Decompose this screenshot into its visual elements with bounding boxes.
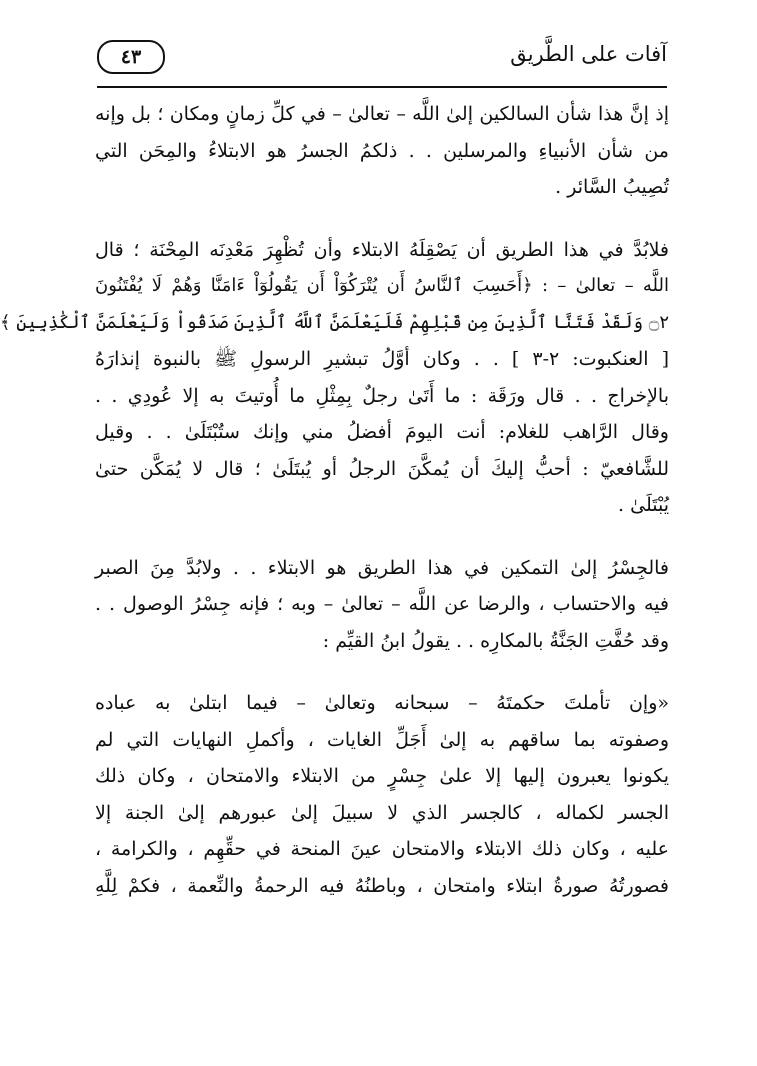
page-number: ٤٣ xyxy=(120,46,142,68)
text-line: وقد حُفَّتِ الجَنَّةُ بالمكارِه . . يقولُ ابنُ القيِّم : xyxy=(322,629,669,652)
text-line: فيه والاحتساب ، والرضا عن اللَّه – تعالىٰ – وبه ؛ فإنه جِسْرُ الوصول . . xyxy=(95,593,669,615)
paragraph-3 xyxy=(95,550,669,660)
text-line: إذ إنَّ هذا شأن السالكين إلىٰ اللَّه – تعالىٰ – في كلِّ زمانٍ ومكان ؛ بل وإنه xyxy=(95,103,669,125)
paragraph-gap xyxy=(95,206,669,232)
running-title: آفات على الطَّريق xyxy=(510,42,667,66)
text-line: فالجِسْرُ إلىٰ التمكين في هذا الطريق هو الابتلاء . . ولابُدَّ مِنَ الصبر xyxy=(95,556,669,579)
paragraph-gap xyxy=(95,659,669,685)
text-line: [ العنكبوت: ٢-٣ ] . . وكان أوَّلُ تبشيرِ الرسولِ ﷺ بالنبوة إنذارَهُ xyxy=(95,348,669,370)
page-number-badge xyxy=(97,40,165,74)
text-line: الجسر لكماله ، كالجسر الذي لا سبيلَ إلىٰ عبورهم إلىٰ الجنة إلا xyxy=(95,801,669,824)
paragraph-4-quote xyxy=(95,685,669,904)
paragraph-gap xyxy=(95,524,669,550)
paragraph-1 xyxy=(95,96,669,206)
text-line: عليه ، وكان ذلك الابتلاء والامتحان عينَ المنحة في حقِّهِم ، والكرامة ، xyxy=(95,838,669,860)
text-line: تُصِيبُ السَّائر . xyxy=(555,176,669,198)
quran-verse-line: اللَّه – تعالىٰ – : ﴿أَحَسِبَ ٱلنَّاسُ أَن يُتْرَكُوٓاْ أَن يَقُولُوٓاْ ءَامَنَّا وَهُمْ لَا يُفْتَنُونَ xyxy=(95,275,669,296)
text-line: يكونوا يعبرون إليها إلا علىٰ جِسْرٍ من الابتلاء والامتحان ، وكان ذلك xyxy=(95,765,669,787)
text-line: وصفوته بما ساقهم به إلىٰ أَجَلِّ الغايات ، وأكملِ النهايات التي لم xyxy=(95,728,669,751)
quran-verse-line: ۝٢ وَلَقَدْ فَتَنَّا ٱلَّذِينَ مِن قَبْلِهِمْ فَلَيَعْلَمَنَّ ٱللَّهُ ٱلَّذِينَ صَدَقُواْ وَلَيَعْلَمَنَّ ٱلْكَٰذِبِينَ ﴾ xyxy=(0,311,669,333)
page-header xyxy=(97,36,667,80)
text-line: فصورتُهُ صورةُ ابتلاء وامتحان ، وباطنُهُ فيه الرحمةُ والنِّعمة ، فكمْ لِلَّهِ xyxy=(95,874,669,897)
text-line: بالإخراج . . قال ورَقَة : ما أَتَىٰ رجلٌ بِمِثْلِ ما أُوتيتَ به إلا عُودِي . . xyxy=(95,384,669,407)
text-line: «وإن تأملتَ حكمتَهُ – سبحانه وتعالىٰ – فيما ابتلىٰ به عباده xyxy=(95,692,669,714)
text-line: فلابُدَّ في هذا الطريق أن يَصْقِلَهُ الابتلاء وأن تُظْهِرَ مَعْدِنَه المِحْنَة ؛ قال xyxy=(95,238,669,261)
text-line: يُبْتَلَىٰ . xyxy=(618,494,669,516)
page-body xyxy=(0,96,669,904)
text-line: من شأن الأنبياءِ والمرسلين . . ذلكمُ الجسرُ هو الابتلاءُ والمِحَن التي xyxy=(95,139,669,162)
header-divider xyxy=(97,86,667,88)
text-line: وقال الرَّاهب للغلام: أنت اليومَ أفضلُ مني وإنك ستُبْتَلَىٰ . . وقيل xyxy=(95,421,669,443)
paragraph-2 xyxy=(0,232,669,524)
text-line: للشَّافعيّ : أحبُّ إليكَ أن يُمكَّنَ الرجلُ أو يُبتَلَىٰ ؛ قال لا يُمَكَّن حتىٰ xyxy=(95,457,669,480)
